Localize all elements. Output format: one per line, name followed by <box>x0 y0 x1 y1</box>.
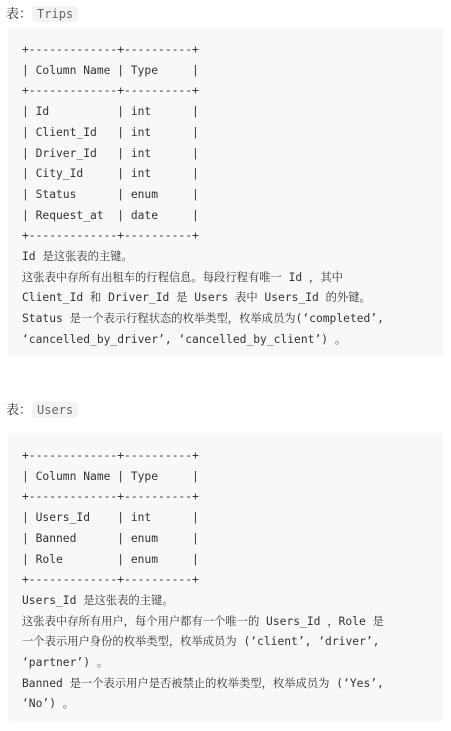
trips-code-block <box>8 27 443 356</box>
text-line: Users_Id 是这张表的主键。 <box>22 593 174 607</box>
text-line: | Request_at | date | <box>22 208 199 222</box>
text-line: | Role | enum | <box>22 552 199 566</box>
text-line: ‘partner’) 。 <box>22 656 109 670</box>
text-line: | Id | int | <box>22 105 199 119</box>
text-line: +-------------+----------+ <box>22 84 199 98</box>
text-line: | Client_Id | int | <box>22 125 199 139</box>
text-line: +-------------+----------+ <box>22 573 199 587</box>
heading-prefix: 表： <box>6 7 33 22</box>
table-name-users: Users <box>32 402 78 418</box>
text-line: +-------------+----------+ <box>22 449 199 462</box>
users-table-heading <box>6 401 78 420</box>
text-line: Client_Id 和 Driver_Id 是 Users 表中 Users_Id 的外键。 <box>22 291 371 305</box>
text-line: +-------------+----------+ <box>22 490 199 504</box>
text-line: | Users_Id | int | <box>22 511 199 525</box>
text-line: | City_Id | int | <box>22 167 199 181</box>
users-schema-table <box>22 446 443 591</box>
text-line: Banned 是一个表示用户是否被禁止的枚举类型，枚举成员为 (‘Yes’, <box>22 676 384 690</box>
trips-description <box>22 247 443 351</box>
text-line: | Driver_Id | int | <box>22 146 199 160</box>
trips-table-heading <box>6 5 78 24</box>
text-line: | Status | enum | <box>22 187 199 201</box>
text-line: ‘No’) 。 <box>22 697 75 711</box>
table-name-trips: Trips <box>32 6 78 22</box>
text-line: 这张表中存所有用户，每个用户都有一个唯一的 Users_Id ，Role 是 <box>22 614 384 628</box>
text-line: +-------------+----------+ <box>22 43 199 56</box>
heading-prefix: 表： <box>6 403 33 418</box>
text-line: | Banned | enum | <box>22 531 199 545</box>
text-line: 一个表示用户身份的枚举类型，枚举成员为 (‘client’, ‘driver’, <box>22 635 380 649</box>
text-line: | Column Name | Type | <box>22 63 199 77</box>
text-line: Id 是这张表的主键。 <box>22 250 133 264</box>
text-line: +-------------+----------+ <box>22 229 199 243</box>
trips-schema-table <box>22 40 443 247</box>
users-description <box>22 591 443 715</box>
users-code-block <box>8 433 443 722</box>
text-line: Status 是一个表示行程状态的枚举类型，枚举成员为(‘completed’, <box>22 312 384 326</box>
text-line: | Column Name | Type | <box>22 469 199 483</box>
text-line: 这张表中存所有出租车的行程信息。每段行程有唯一 Id ，其中 <box>22 270 343 284</box>
text-line: ‘cancelled_by_driver’, ‘cancelled_by_client’) 。 <box>22 332 347 346</box>
